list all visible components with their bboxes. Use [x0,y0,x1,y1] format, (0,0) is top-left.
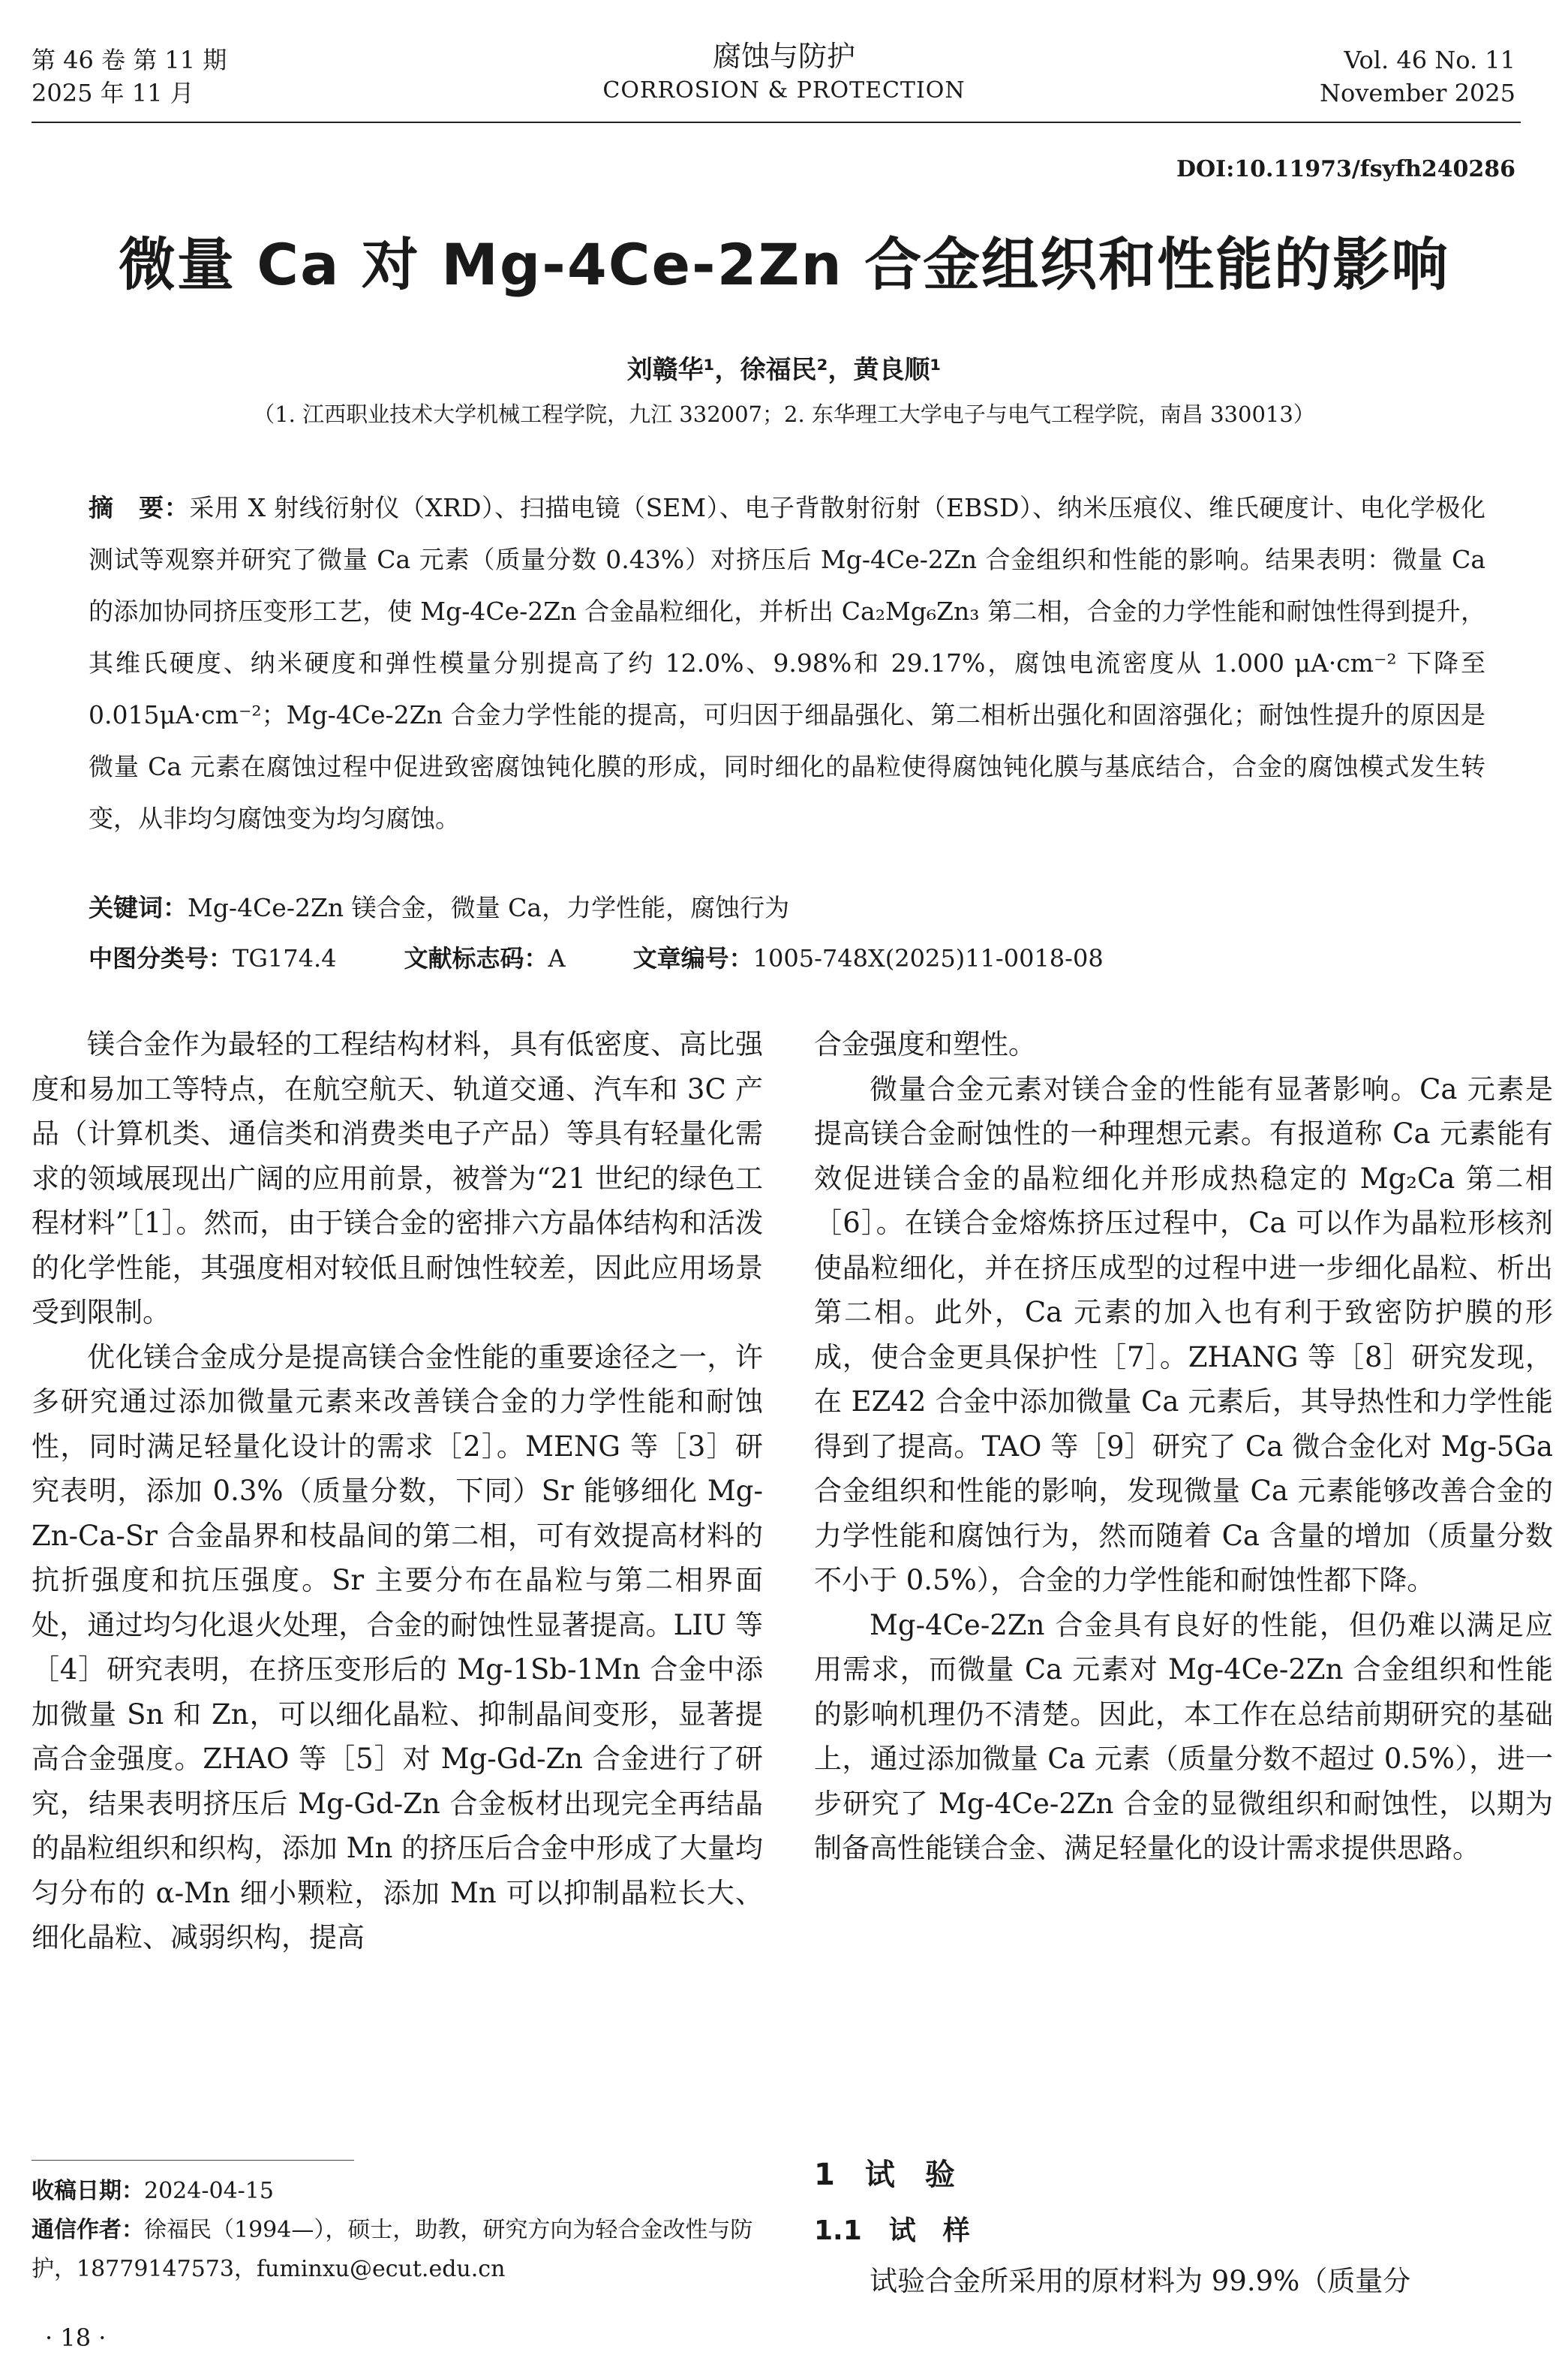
volume-issue-cn: 第 46 卷 第 11 期 [32,46,227,74]
corresponding-author [32,2211,763,2289]
body-right-column [814,1022,1553,1871]
paragraph: 镁合金作为最轻的工程结构材料，具有低密度、高比强度和易加工等特点，在航空航天、轨道交通、汽车和 3C 产品（计算机类、通信类和消费类电子产品）等具有轻量化需求的领域展现出广阔的应用前景，被誉为“21 世纪的绿色工程材料”［1］。然而，由于镁合金的密排六方晶体结构和活泼的化学性能，其强度相对较低且耐蚀性较差，因此应用场景受到限制。 [32,1028,763,1328]
clc-label: 中图分类号： [89,944,233,973]
received-label: 收稿日期： [32,2178,144,2204]
corresponding-label: 通信作者： [32,2217,144,2243]
received-value: 2024-04-15 [144,2178,274,2204]
header-divider [32,122,1521,123]
doi[interactable]: DOI:10.11973/fsyfh240286 [1176,156,1515,182]
date-cn: 2025 年 11 月 [32,79,194,107]
volume-issue-en: Vol. 46 No. 11 [1344,46,1515,74]
keywords-text: Mg-4Ce-2Zn 镁合金，微量 Ca，力学性能，腐蚀行为 [188,893,790,922]
article-number-label: 文章编号： [632,944,753,973]
clc-value: TG174.4 [233,944,337,973]
body-left-column [32,1022,763,1960]
paragraph: 合金强度和塑性。 [814,1028,1036,1060]
received-date [32,2172,763,2211]
classification-line [89,938,1485,979]
footnotes [32,2172,763,2289]
journal-volume-info-en [1320,44,1515,110]
keywords-label: 关键词： [89,893,188,922]
abstract [89,482,1485,844]
abstract-text: 采用 X 射线衍射仪（XRD）、扫描电镜（SEM）、电子背散射衍射（EBSD）、纳米压痕仪、维氏硬度计、电化学极化测试等观察并研究了微量 Ca 元素（质量分数 0.43%）对挤压后 Mg-4Ce-2Zn 合金组织和性能的影响。结果表明：微量 Ca 的添加协同挤压变形工艺，使 Mg-4Ce-2Zn 合金晶粒细化，并析出 Ca₂Mg₆Zn₃ 第二相，合金的力学性能和耐蚀性得到提升，其维氏硬度、纳米硬度和弹性模量分别提高了约 12.0%、9.98%和 29.17%，腐蚀电流密度从 1.000 μA·cm⁻² 下降至 0.015μA·cm⁻²；Mg-4Ce-2Zn 合金力学性能的提高，可归因于细晶强化、第二相析出强化和固溶强化；耐蚀性提升的原因是微量 Ca 元素在腐蚀过程中促进致密腐蚀钝化膜的形成，同时细化的晶粒使得腐蚀钝化膜与基底结合，合金的腐蚀模式发生转变，从非均匀腐蚀变为均匀腐蚀。 [89,493,1486,833]
page-number: · 18 · [45,2323,107,2352]
section-1-1-text: 试验合金所采用的原材料为 99.9%（质量分 [870,2265,1411,2297]
doc-code-value: A [548,944,566,973]
date-en: November 2025 [1320,79,1515,107]
section-heading-1-1: 1.1 试 样 [814,2215,970,2246]
doc-code-label: 文献标志码： [404,944,548,973]
footnote-divider [32,2160,354,2161]
abstract-label: 摘 要： [89,493,190,522]
affiliations: （1. 江西职业技术大学机械工程学院，九江 332007；2. 东华理工大学电子与电气工程学院，南昌 330013） [253,402,1315,427]
journal-name-en: CORROSION & PROTECTION [602,77,966,104]
authors: 刘赣华¹，徐福民²，黄良顺¹ [626,355,942,385]
corresponding-value: 徐福民（1994—），硕士，助教，研究方向为轻合金改性与防护，18779147573，fuminxu@ecut.edu.cn [32,2217,753,2282]
journal-name-cn: 腐蚀与防护 [712,40,855,73]
paper-title: 微量 Ca 对 Mg-4Ce-2Zn 合金组织和性能的影响 [118,231,1450,298]
section-heading-1: 1 试 验 [814,2158,955,2192]
keywords [89,888,1485,928]
paragraph: 微量合金元素对镁合金的性能有显著影响。Ca 元素是提高镁合金耐蚀性的一种理想元素。有报道称 Ca 元素能有效促进镁合金的晶粒细化并形成热稳定的 Mg₂Ca 第二相［6］。在镁合金熔炼挤压过程中，Ca 可以作为晶粒形核剂使晶粒细化，并在挤压成型的过程中进一步细化晶粒、析出第二相。此外，Ca 元素的加入也有利于致密防护膜的形成，使合金更具保护性［7］。ZHANG 等［8］研究发现，在 EZ42 合金中添加微量 Ca 元素后，其导热性和力学性能得到了提高。TAO 等［9］研究了 Ca 微合金化对 Mg-5Ga 合金组织和性能的影响，发现微量 Ca 元素能够改善合金的力学性能和腐蚀行为，然而随着 Ca 含量的增加（质量分数不小于 0.5%），合金的力学性能和耐蚀性都下降。 [814,1072,1553,1596]
paragraph: Mg-4Ce-2Zn 合金具有良好的性能，但仍难以满足应用需求，而微量 Ca 元素对 Mg-4Ce-2Zn 合金组织和性能的影响机理仍不清楚。因此，本工作在总结前期研究的基础上，通过添加微量 Ca 元素（质量分数不超过 0.5%），进一步研究了 Mg-4Ce-2Zn 合金的显微组织和耐蚀性，以期为制备高性能镁合金、满足轻量化的设计需求提供思路。 [814,1608,1553,1864]
paragraph: 优化镁合金成分是提高镁合金性能的重要途径之一，许多研究通过添加微量元素来改善镁合金的力学性能和耐蚀性，同时满足轻量化设计的需求［2］。MENG 等［3］研究表明，添加 0.3%（质量分数，下同）Sr 能够细化 Mg-Zn-Ca-Sr 合金晶界和枝晶间的第二相，可有效提高材料的抗折强度和抗压强度。Sr 主要分布在晶粒与第二相界面处，通过均匀化退火处理，合金的耐蚀性显著提高。LIU 等［4］研究表明，在挤压变形后的 Mg-1Sb-1Mn 合金中添加微量 Sn 和 Zn，可以细化晶粒、抑制晶间变形，显著提高合金强度。ZHAO 等［5］对 Mg-Gd-Zn 合金进行了研究，结果表明挤压后 Mg-Gd-Zn 合金板材出现完全再结晶的晶粒组织和织构，添加 Mn 的挤压后合金中形成了大量均匀分布的 α-Mn 细小颗粒，添加 Mn 可以抑制晶粒长大、细化晶粒、减弱织构，提高 [32,1340,763,1953]
article-number-value: 1005-748X(2025)11-0018-08 [752,944,1104,973]
